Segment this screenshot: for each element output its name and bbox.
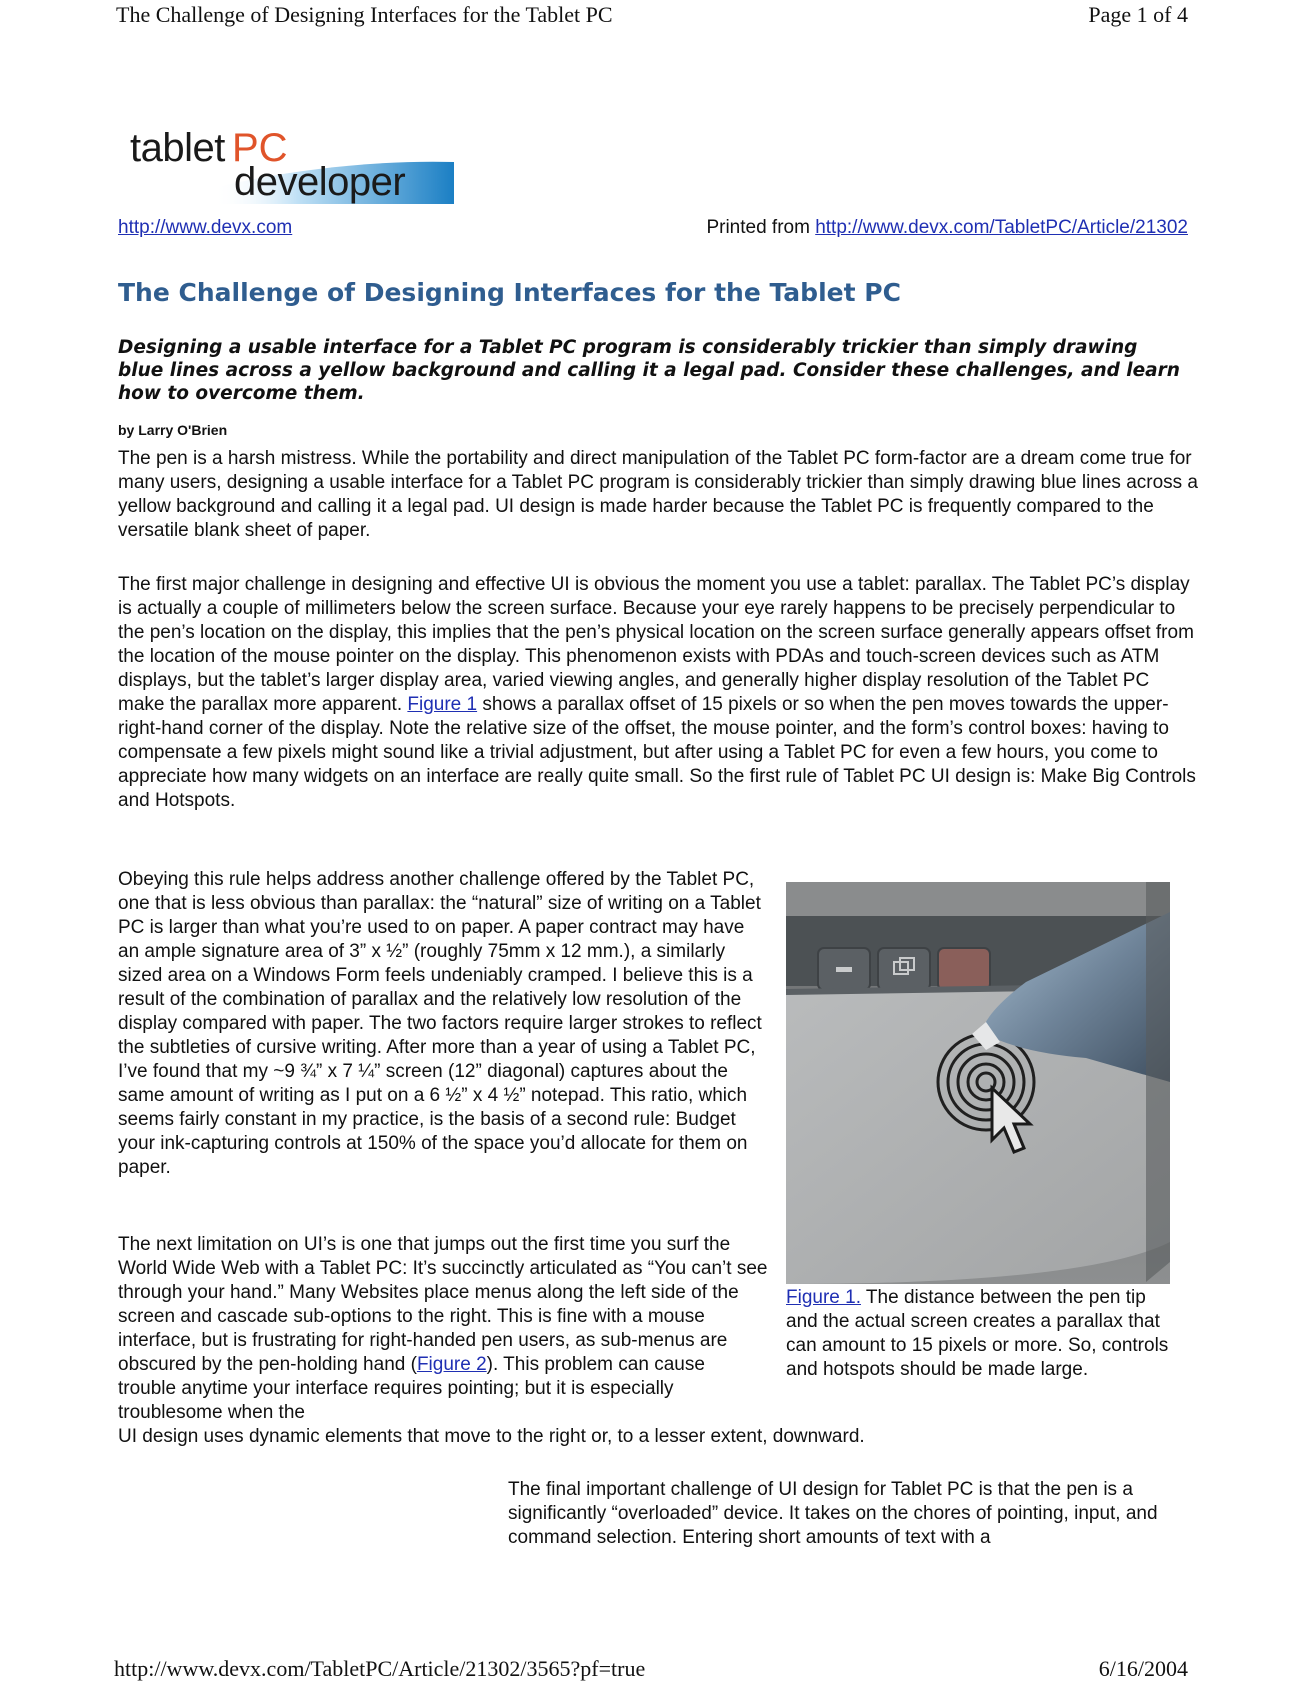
article-byline: by Larry O'Brien	[118, 422, 228, 438]
paragraph-text: ). This problem can cause trouble anytime your interface requires pointing; but it is especially troublesome when the	[118, 1354, 705, 1423]
article-paragraph	[118, 573, 1198, 813]
article-paragraph: The pen is a harsh mistress. While the portability and direct manipulation of the Tablet PC form-factor are a dream come true for many users, designing a usable interface for a Tablet PC program is considerably trickier than simply drawing blue lines across a yellow background and calling it a legal pad. UI design is made harder because the Tablet PC is frequently compared to the versatile blank sheet of paper.	[118, 448, 1199, 541]
logo-text-tablet: tablet	[130, 126, 225, 170]
caption-text: The distance between the pen tip and the actual screen creates a parallax that can amount to 15 pixels or more. So, controls and hotspots should be made large.	[786, 1287, 1169, 1380]
site-home-link[interactable]: http://www.devx.com	[118, 217, 293, 238]
figure-1-caption-link[interactable]: Figure 1.	[786, 1287, 861, 1308]
printed-from	[706, 217, 1188, 239]
article-deck: Designing a usable interface for a Tablet PC program is considerably trickier than simply drawing blue lines across a yellow background and calling it a legal pad. Consider these challenges, and learn how to overcome them.	[118, 337, 1180, 404]
print-footer-url: http://www.devx.com/TabletPC/Article/21302/3565?pf=true	[114, 1656, 646, 1681]
print-footer-date: 6/16/2004	[1098, 1656, 1188, 1681]
paragraph-text: The first major challenge in designing and effective UI is obvious the moment you use a tablet: parallax. The Tablet PC’s display is actually a couple of millimeters below the screen surface. Because your eye rarely happens to be precisely perpendicular to the pen’s location on the display, this implies that the pen’s physical location on the screen surface generally appears offset from the location of the mouse pointer on the display. This phenomenon exists with PDAs and touch-screen devices such as ATM displays, but the tablet’s larger display area, varied viewing angles, and generally higher display resolution of the Tablet PC make the parallax more apparent.	[118, 574, 1194, 715]
figure-1-caption	[786, 1286, 1176, 1382]
print-header-title: The Challenge of Designing Interfaces for the Tablet PC	[116, 2, 613, 27]
figure-1-photo-pen-on-tablet	[786, 882, 1170, 1284]
printed-from-label: Printed from	[706, 217, 816, 238]
article-title: The Challenge of Designing Interfaces for the Tablet PC	[118, 278, 901, 307]
article-paragraph: The final important challenge of UI design for Tablet PC is that the pen is a significantly “overloaded” device. It takes on the chores of pointing, input, and command selection. Entering short amounts of text with a	[508, 1479, 1158, 1548]
figure-2-link[interactable]: Figure 2	[416, 1354, 487, 1375]
figure-1-link[interactable]: Figure 1	[407, 694, 478, 715]
logo-text-developer: developer	[234, 160, 406, 204]
paragraph-text: The next limitation on UI’s is one that jumps out the first time you surf the World Wide Web with a Tablet PC: It’s succinctly articulated as “You can’t see through your hand.” Many Websites place menus along the left side of the screen and cascade sub-options to the right. This is fine with a mouse interface, but is frustrating for right-handed pen users, as sub-menus are obscured by the pen-holding hand (	[118, 1234, 768, 1375]
print-header-page-number: Page 1 of 4	[1088, 2, 1188, 27]
article-paragraph	[118, 1233, 768, 1425]
paragraph-text: shows a parallax offset of 15 pixels or so when the pen moves towards the upper-right-hand corner of the display. Note the relative size of the offset, the mouse pointer, and the form’s control boxes: having to compensate a few pixels might sound like a trivial adjustment, but after using a Tablet PC for even a few hours, you come to appreciate how many widgets on an interface are really quite small. So the first rule of Tablet PC UI design is: Make Big Controls and Hotspots.	[118, 694, 1196, 811]
article-paragraph: Obeying this rule helps address another challenge offered by the Tablet PC, one that is less obvious than parallax: the “natural” size of writing on a Tablet PC is larger than what you’re used to on paper. A paper contract may have an ample signature area of 3” x ½” (roughly 75mm x 12 mm.), a similarly sized area on a Windows Form feels undeniably cramped. I believe this is a result of the combination of parallax and the relatively low resolution of the display compared with paper. The two factors require larger strokes to reflect the subtleties of cursive writing. After more than a year of using a Tablet PC, I’ve found that my ~9 ¾” x 7 ¼” screen (12” diagonal) captures about the same amount of writing as I put on a 6 ½” x 4 ½” notepad. This ratio, which seems fairly constant in my practice, is the basis of a second rule: Budget your ink-capturing controls at 150% of the space you’d allocate for them on paper.	[118, 869, 762, 1178]
printed-from-link[interactable]: http://www.devx.com/TabletPC/Article/21302	[815, 217, 1188, 238]
logo-text-pc: PC	[232, 126, 288, 170]
tablet-pc-developer-logo	[124, 122, 454, 212]
article-paragraph-continuation: UI design uses dynamic elements that move to the right or, to a lesser extent, downward.	[118, 1426, 865, 1447]
